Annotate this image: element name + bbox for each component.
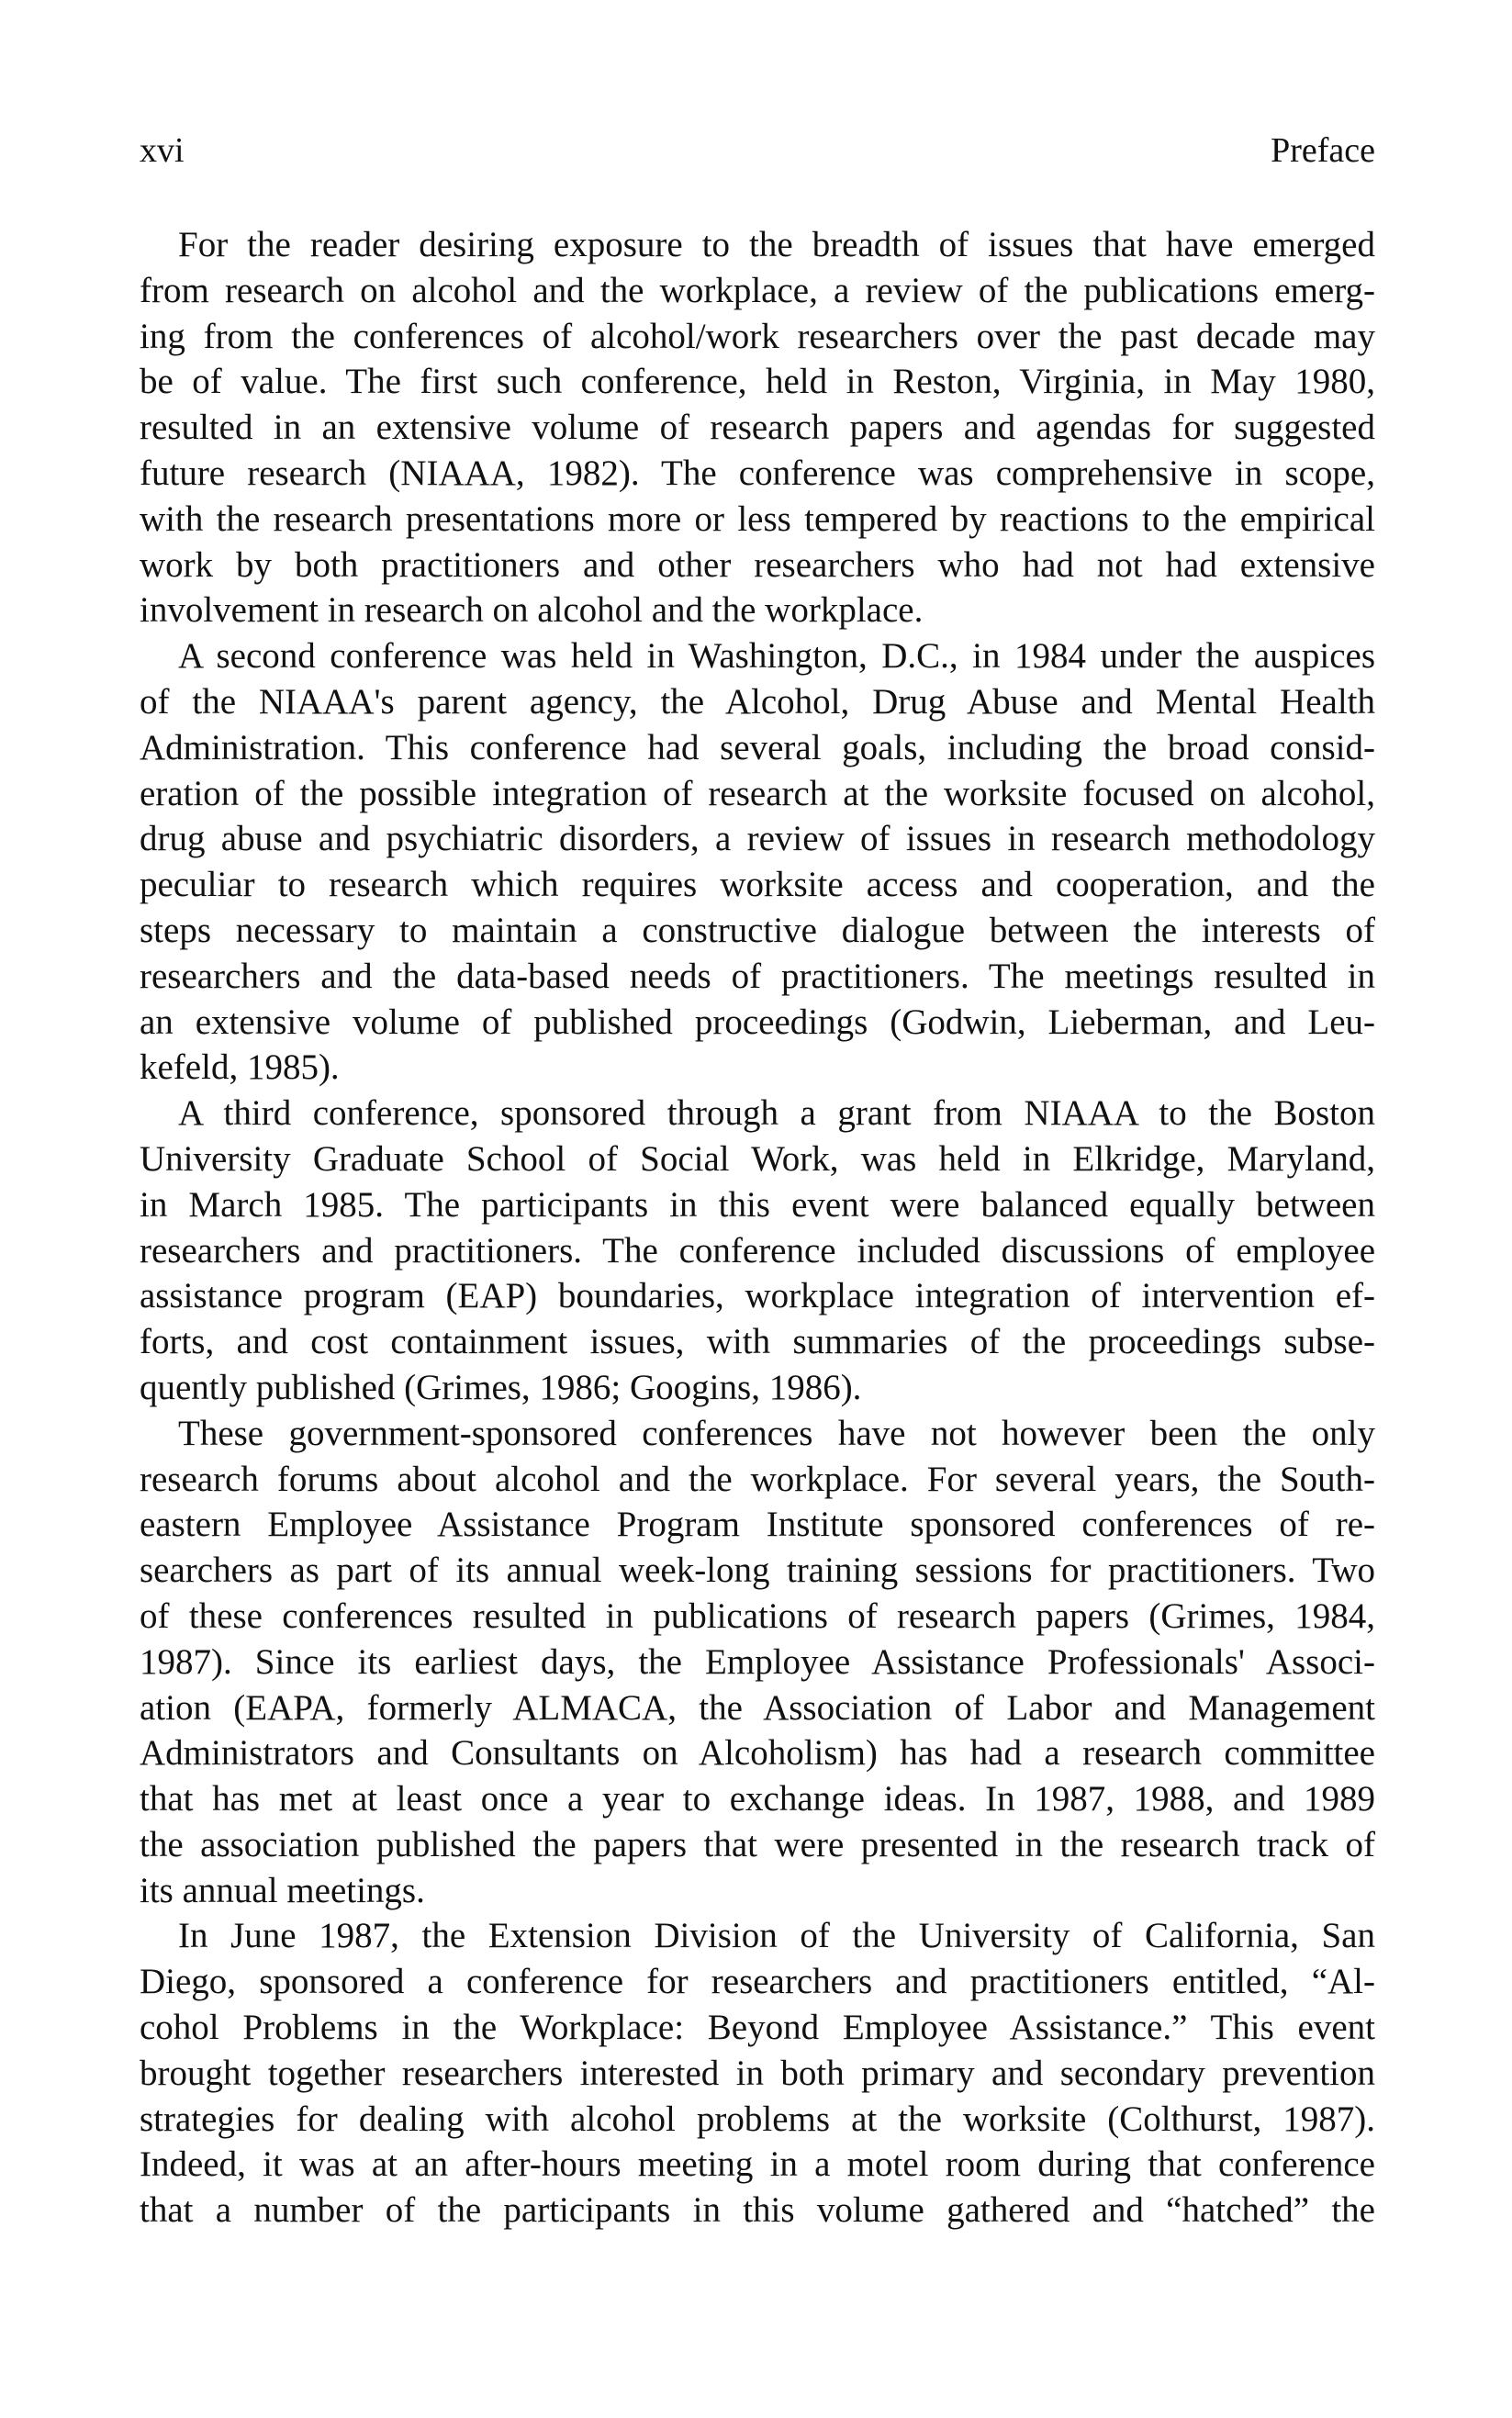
text-line: University Graduate School of Social Work, was held in Elkridge, Maryland, [140, 1138, 1375, 1179]
text-line: with the research presentations more or less tempered by reactions to the empirical [140, 498, 1375, 539]
text-line: researchers and the data-based needs of practitioners. The meetings resulted in [140, 956, 1375, 996]
text-line: the association published the papers that were presented in the research track of [140, 1824, 1375, 1864]
text-line: that a number of the participants in this volume gathered and “hatched” the [140, 2190, 1375, 2231]
text-line: ing from the conferences of alcohol/work researchers over the past decade may [140, 316, 1375, 356]
text-line: kefeld, 1985). [140, 1047, 340, 1088]
paragraph [140, 633, 1375, 1091]
text-line: steps necessary to maintain a constructive dialogue between the interests of [140, 910, 1375, 950]
text-line: eastern Employee Assistance Program Institute sponsored conferences of re- [140, 1505, 1375, 1545]
text-line: research forums about alcohol and the workplace. For several years, the South- [140, 1459, 1375, 1499]
text-line: that has met at least once a year to exchange ideas. In 1987, 1988, and 1989 [140, 1779, 1375, 1819]
text-line: Diego, sponsored a conference for researchers and practitioners entitled, “Al- [140, 1962, 1375, 2002]
text-line: in March 1985. The participants in this event were balanced equally between [140, 1184, 1375, 1225]
page-number: xvi [140, 131, 185, 170]
text-line: For the reader desiring exposure to the breadth of issues that have emerged [178, 225, 1375, 264]
text-line: quently published (Grimes, 1986; Googins, 1986). [140, 1367, 862, 1407]
text-line: researchers and practitioners. The conference included discussions of employee [140, 1230, 1375, 1271]
text-line: cohol Problems in the Workplace: Beyond Employee Assistance.” This event [140, 2008, 1375, 2048]
paragraph [140, 222, 1375, 633]
text-line: work by both practitioners and other researchers who had not had extensive [140, 544, 1375, 585]
text-line: Administrators and Consultants on Alcoholism) has had a research committee [140, 1733, 1375, 1774]
text-line: strategies for dealing with alcohol problems at the worksite (Colthurst, 1987). [140, 2099, 1375, 2139]
body-text [140, 222, 1375, 2233]
text-line: A third conference, sponsored through a grant from NIAAA to the Boston [178, 1093, 1375, 1134]
text-line: of these conferences resulted in publications of research papers (Grimes, 1984, [140, 1595, 1375, 1636]
text-line: of the NIAAA's parent agency, the Alcohol, Drug Abuse and Mental Health [140, 681, 1375, 722]
text-line: an extensive volume of published proceedings (Godwin, Lieberman, and Leu- [140, 1002, 1375, 1042]
text-line: searchers as part of its annual week-long training sessions for practitioners. Two [140, 1550, 1375, 1591]
text-line: Administration. This conference had several goals, including the broad consid- [140, 727, 1375, 767]
text-line: forts, and cost containment issues, with summaries of the proceedings subse- [140, 1322, 1375, 1362]
text-line: drug abuse and psychiatric disorders, a review of issues in research methodology [140, 819, 1375, 859]
text-line: its annual meetings. [140, 1870, 425, 1910]
text-line: peculiar to research which requires worksite access and cooperation, and the [140, 865, 1375, 905]
text-line: resulted in an extensive volume of research papers and agendas for suggested [140, 408, 1375, 448]
text-line: Indeed, it was at an after-hours meeting in a motel room during that conference [140, 2144, 1375, 2185]
text-line: 1987). Since its earliest days, the Employee Assistance Professionals' Associ- [140, 1641, 1375, 1682]
running-title: Preface [1271, 131, 1375, 170]
text-line: from research on alcohol and the workplace, a review of the publications emerg- [140, 270, 1375, 310]
text-line: These government-sponsored conferences have not however been the only [178, 1413, 1375, 1453]
paragraph [140, 1091, 1375, 1411]
text-line: involvement in research on alcohol and the workplace. [140, 590, 924, 631]
text-line: brought together researchers interested in both primary and secondary prevention [140, 2053, 1375, 2093]
paragraph [140, 1411, 1375, 1914]
text-line: eration of the possible integration of research at the worksite focused on alcohol, [140, 773, 1375, 813]
text-line: A second conference was held in Washington, D.C., in 1984 under the auspices [178, 636, 1375, 677]
paragraph [140, 1913, 1375, 2233]
running-head [140, 129, 1375, 173]
text-line: assistance program (EAP) boundaries, workplace integration of intervention ef- [140, 1276, 1375, 1316]
text-line: be of value. The first such conference, held in Reston, Virginia, in May 1980, [140, 362, 1375, 402]
text-line: ation (EAPA, formerly ALMACA, the Association of Labor and Management [140, 1687, 1375, 1728]
text-line: future research (NIAAA, 1982). The conference was comprehensive in scope, [140, 453, 1375, 493]
text-line: In June 1987, the Extension Division of the University of California, San [178, 1916, 1375, 1956]
